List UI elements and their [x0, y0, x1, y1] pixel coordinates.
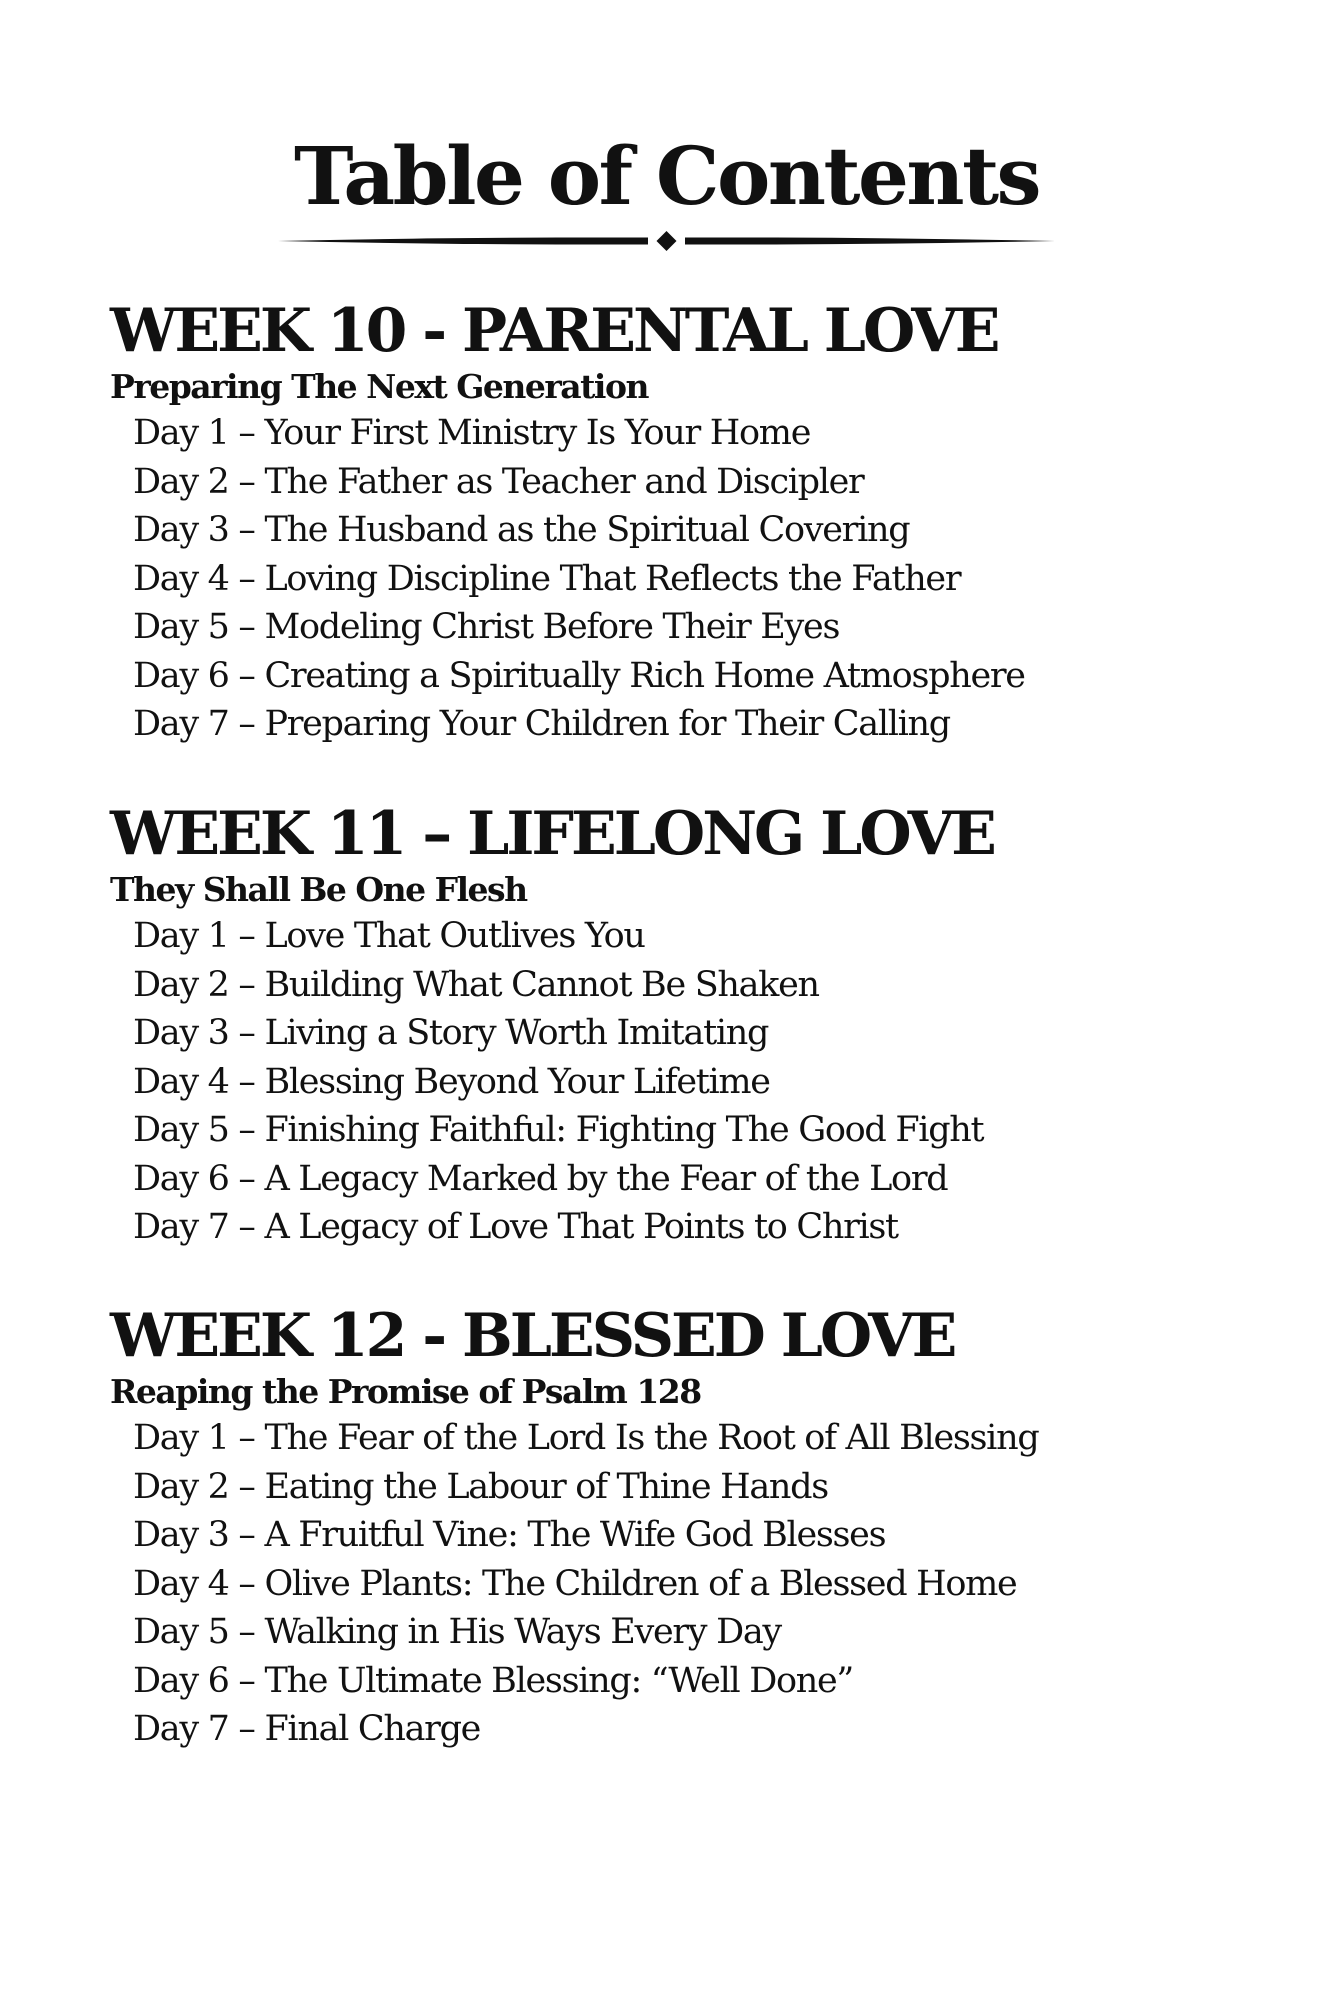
day-item: Day 4 – Loving Discipline That Reflects the Father: [133, 558, 961, 599]
week-12-section: [110, 1303, 1290, 1754]
day-item: Day 2 – Eating the Labour of Thine Hands: [133, 1466, 828, 1507]
day-item: Day 6 – Creating a Spiritually Rich Home Atmosphere: [133, 655, 1025, 696]
day-item: Day 7 – Final Charge: [133, 1709, 481, 1749]
day-item: Day 4 – Olive Plants: The Children of a Blessed Home: [133, 1563, 1017, 1604]
day-item: Day 5 – Modeling Christ Before Their Eyes: [133, 607, 840, 647]
day-list: [110, 912, 1290, 1252]
week-subtitle: Preparing The Next Generation: [110, 367, 648, 406]
day-item: Day 3 – A Fruitful Vine: The Wife God Blesses: [133, 1515, 886, 1555]
day-item: Day 6 – The Ultimate Blessing: “Well Done”: [133, 1660, 853, 1701]
day-item: Day 5 – Walking in His Ways Every Day: [133, 1612, 781, 1652]
day-item: Day 7 – Preparing Your Children for Their Calling: [133, 704, 950, 744]
day-item: Day 6 – A Legacy Marked by the Fear of the Lord: [133, 1158, 948, 1199]
ornamental-divider: [278, 229, 1055, 253]
day-item: Day 1 – Love That Outlives You: [133, 916, 645, 956]
week-subtitle: Reaping the Promise of Psalm 128: [110, 1372, 701, 1411]
day-item: Day 5 – Finishing Faithful: Fighting The Good Fight: [133, 1110, 984, 1150]
day-item: Day 1 – The Fear of the Lord Is the Root of All Blessing: [133, 1418, 1039, 1458]
week-title: WEEK 12 - BLESSED LOVE: [110, 1301, 955, 1371]
week-subtitle: They Shall Be One Flesh: [110, 870, 527, 909]
day-item: Day 3 – The Husband as the Spiritual Covering: [133, 510, 910, 550]
day-item: Day 4 – Blessing Beyond Your Lifetime: [133, 1061, 770, 1102]
day-item: Day 3 – Living a Story Worth Imitating: [133, 1013, 769, 1053]
week-10-section: [110, 298, 1290, 749]
week-title: WEEK 11 – LIFELONG LOVE: [110, 799, 994, 869]
week-11-section: [110, 801, 1290, 1252]
day-item: Day 2 – Building What Cannot Be Shaken: [133, 964, 819, 1005]
day-list: [110, 1414, 1290, 1754]
week-title: WEEK 10 - PARENTAL LOVE: [110, 296, 998, 366]
day-item: Day 2 – The Father as Teacher and Discipler: [133, 461, 864, 502]
page-title: Table of Contents: [293, 129, 1040, 223]
day-list: [110, 409, 1290, 749]
day-item: Day 7 – A Legacy of Love That Points to Christ: [133, 1207, 898, 1247]
day-item: Day 1 – Your First Ministry Is Your Home: [133, 413, 811, 453]
